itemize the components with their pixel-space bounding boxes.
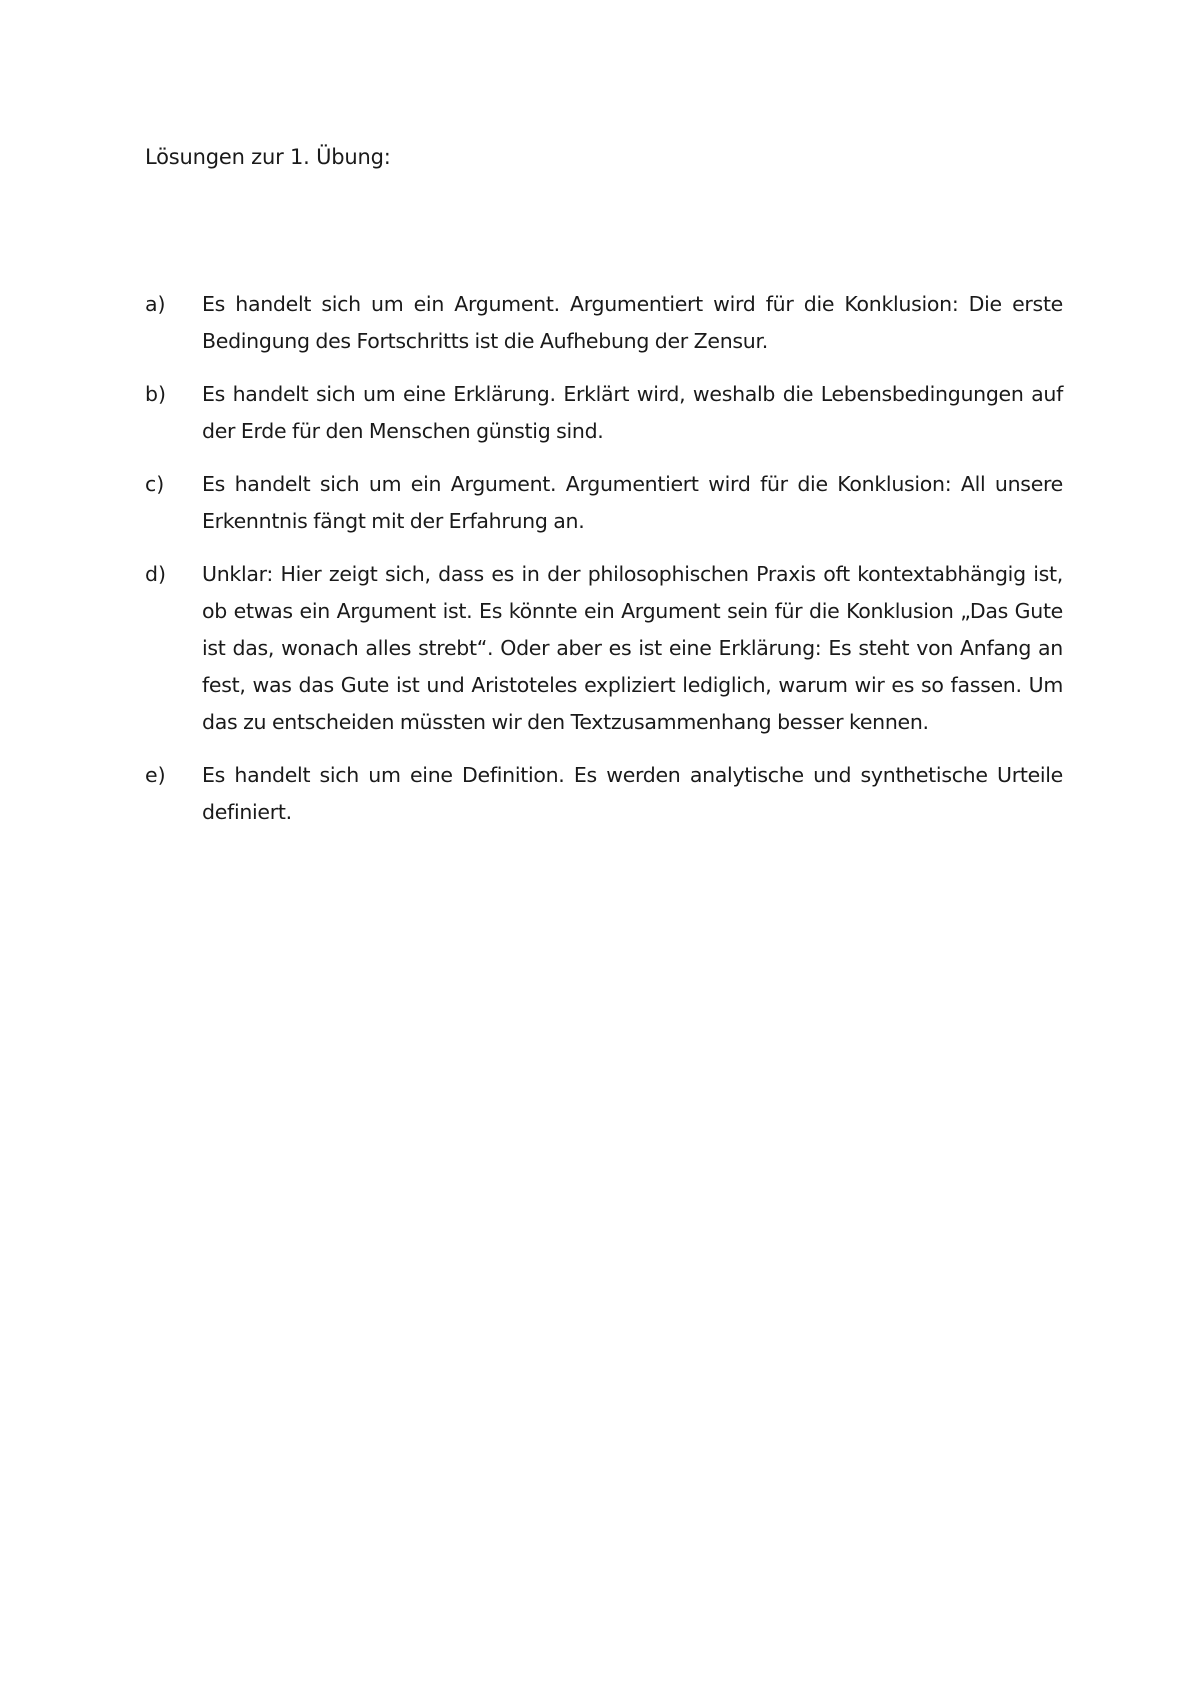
item-marker: a) [145,292,166,316]
solution-item-c [145,466,1063,540]
solution-list [145,286,1063,847]
item-marker: c) [145,472,165,496]
page-heading: Lösungen zur 1. Übung: [145,145,391,169]
solution-item-b [145,376,1063,450]
item-text: Es handelt sich um eine Definition. Es werden analytische und synthetische Urteile definiert. [202,763,1063,824]
item-marker: b) [145,382,167,406]
item-text: Es handelt sich um ein Argument. Argumentiert wird für die Konklusion: All unsere Erkenntnis fängt mit der Erfahrung an. [202,472,1063,533]
solution-item-d [145,556,1063,741]
solution-item-a [145,286,1063,360]
item-text: Es handelt sich um eine Erklärung. Erklärt wird, weshalb die Lebensbedingungen auf der Erde für den Menschen günstig sind. [202,382,1063,443]
item-marker: d) [145,562,167,586]
solution-item-e [145,757,1063,831]
item-marker: e) [145,763,166,787]
item-text: Es handelt sich um ein Argument. Argumentiert wird für die Konklusion: Die erste Bedingung des Fortschritts ist die Aufhebung der Zensur. [202,292,1063,353]
item-text: Unklar: Hier zeigt sich, dass es in der philosophischen Praxis oft kontextabhängig ist, ob etwas ein Argument ist. Es könnte ein Argument sein für die Konklusion „Das Gute ist das, wonach alles strebt“. Oder aber es ist eine Erklärung: Es steht von Anfang an fest, was das Gute ist und Aristoteles expliziert lediglich, warum wir es so fassen. Um das zu entscheiden müssten wir den Textzusammenhang besser kennen. [202,562,1063,734]
